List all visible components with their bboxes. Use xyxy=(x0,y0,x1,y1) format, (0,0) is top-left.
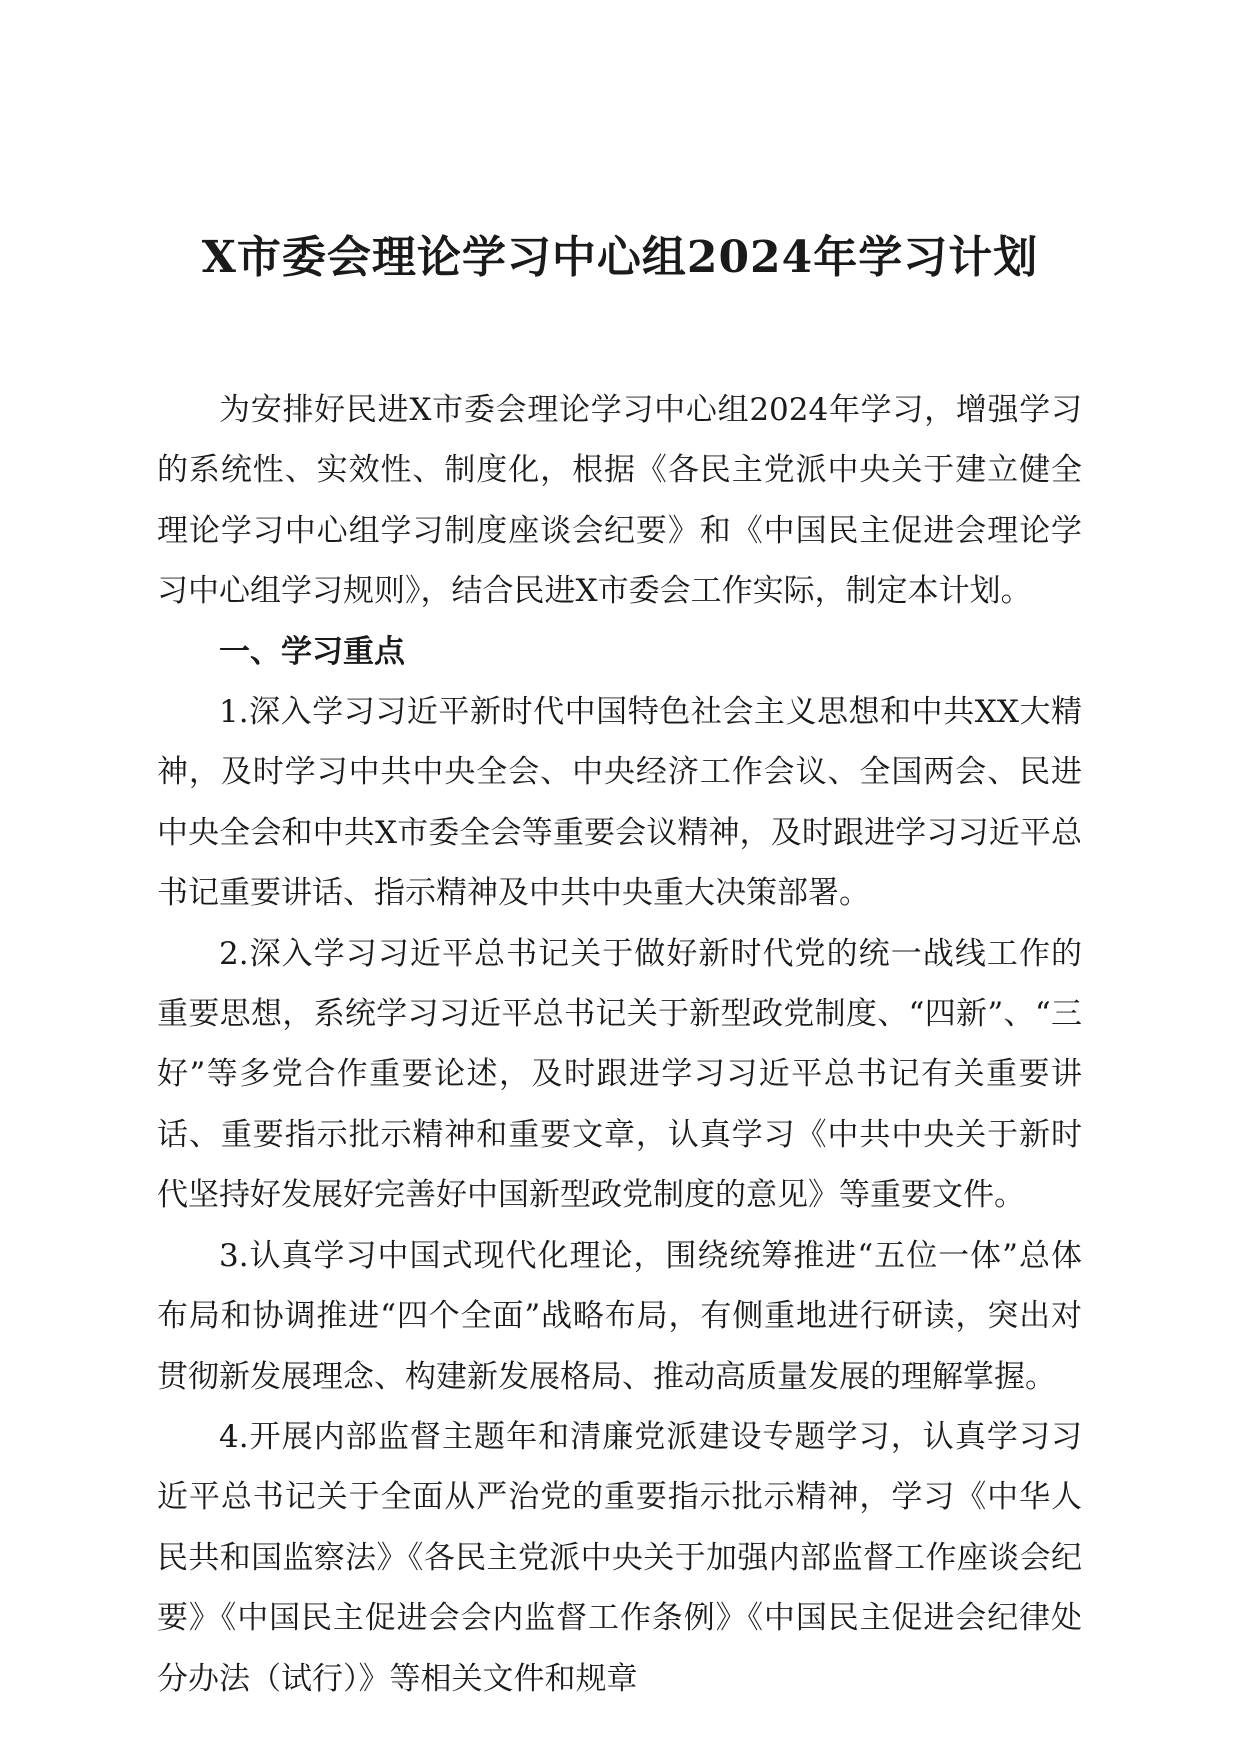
list-item: 3.认真学习中国式现代化理论，围绕统筹推进“五位一体”总体布局和协调推进“四个全面”战略布局，有侧重地进行研读，突出对贯彻新发展理念、构建新发展格局、推动高质量发展的理解掌握。 xyxy=(157,1237,1082,1395)
section-heading: 一、学习重点 xyxy=(219,633,405,670)
list-item: 1.深入学习习近平新时代中国特色社会主义思想和中共XX大精神，及时学习中共中央全会、中央经济工作会议、全国两会、民进中央全会和中共X市委全会等重要会议精神，及时跟进学习习近平总书记重要讲话、指示精神及中共中央重大决策部署。 xyxy=(157,694,1082,912)
intro-paragraph: 为安排好民进X市委会理论学习中心组2024年学习，增强学习的系统性、实效性、制度化，根据《各民主党派中央关于建立健全理论学习中心组学习制度座谈会纪要》和《中国民主促进会理论学习中心组学习规则》，结合民进X市委会工作实际，制定本计划。 xyxy=(157,392,1082,610)
list-item: 2.深入学习习近平总书记关于做好新时代党的统一战线工作的重要思想，系统学习习近平总书记关于新型政党制度、“四新”、“三好”等多党合作重要论述，及时跟进学习习近平总书记有关重要讲话、重要指示批示精神和重要文章，认真学习《中共中央关于新时代坚持好发展好完善好中国新型政党制度的意见》等重要文件。 xyxy=(157,935,1082,1214)
document-title: X市委会理论学习中心组2024年学习计划 xyxy=(201,232,1039,283)
document-body xyxy=(157,380,1082,1709)
list-item: 4.开展内部监督主题年和清廉党派建设专题学习，认真学习习近平总书记关于全面从严治党的重要指示批示精神，学习《中华人民共和国监察法》《各民主党派中央关于加强内部监督工作座谈会纪要》《中国民主促进会会内监督工作条例》《中国民主促进会纪律处分办法（试行）》等相关文件和规章 xyxy=(157,1418,1082,1697)
